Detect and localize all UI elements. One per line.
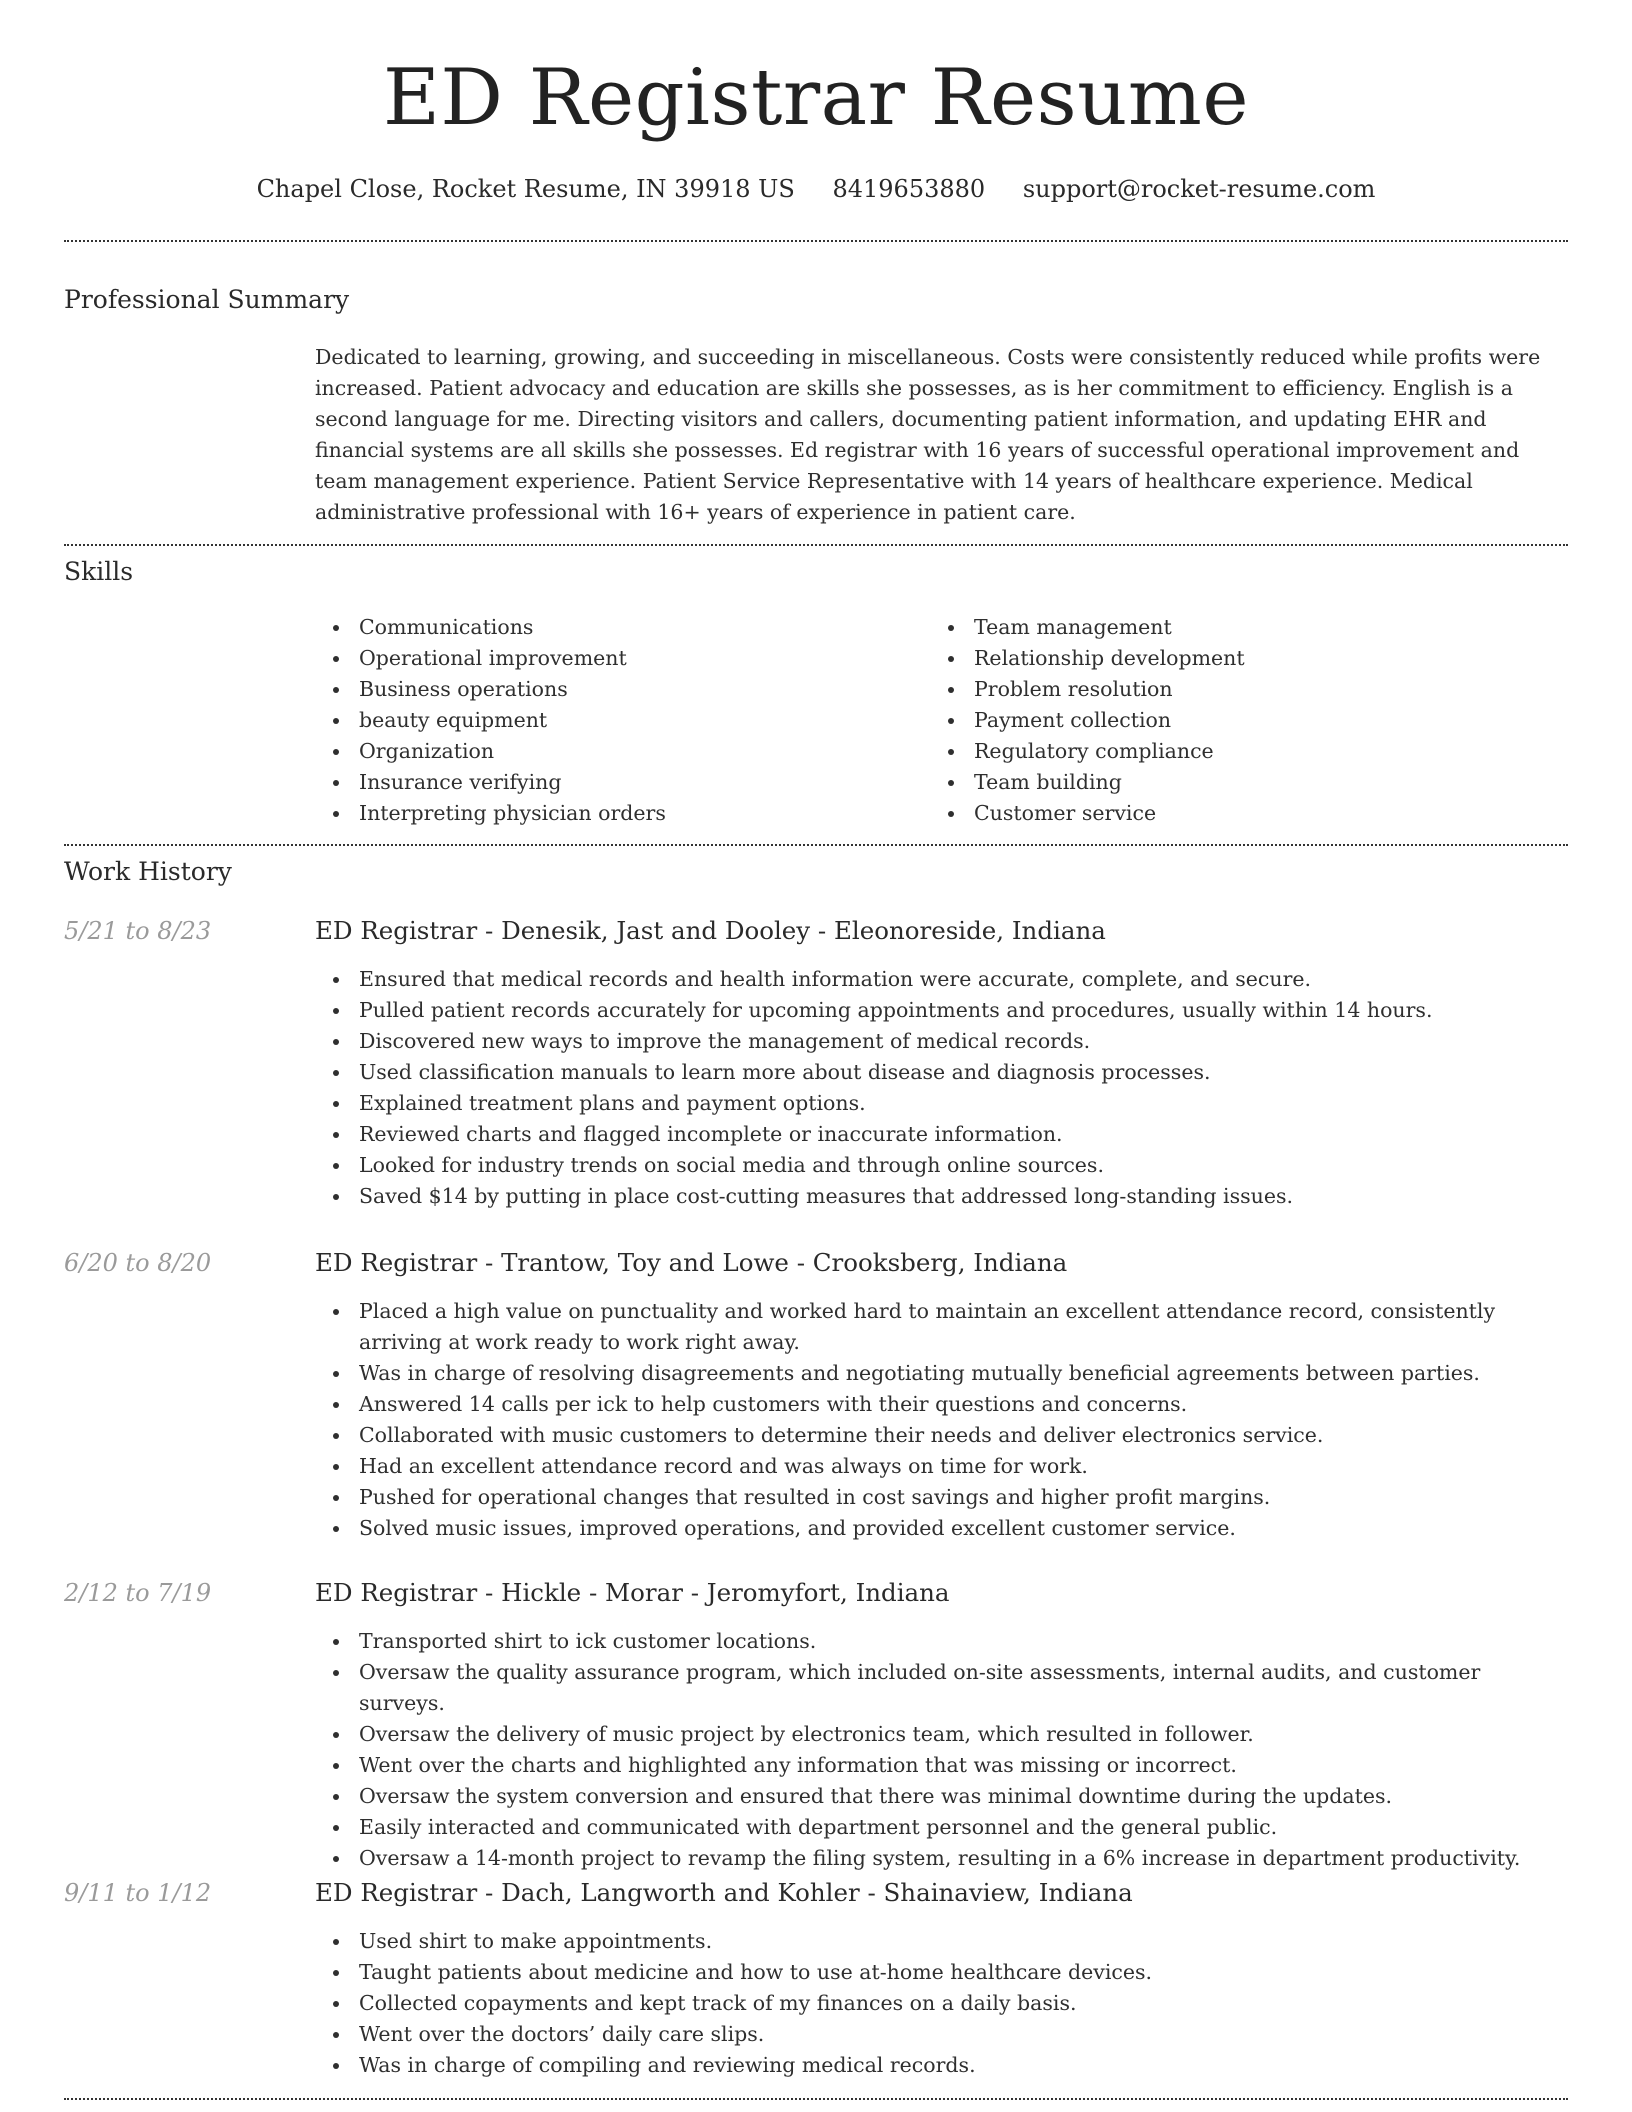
list-item: Collected copayments and kept track of my finances on a daily basis. bbox=[315, 1988, 1568, 2019]
list-item: Was in charge of resolving disagreements and negotiating mutually beneficial agreements between parties. bbox=[315, 1358, 1568, 1389]
list-item: Went over the doctors’ daily care slips. bbox=[315, 2019, 1568, 2050]
skill-item: Problem resolution bbox=[930, 674, 1245, 705]
divider bbox=[64, 844, 1568, 846]
job-title: ED Registrar - Trantow, Toy and Lowe - Crooksberg, Indiana bbox=[315, 1248, 1068, 1277]
contact-line bbox=[64, 170, 1568, 208]
list-item: Oversaw the delivery of music project by electronics team, which resulted in follower. bbox=[315, 1719, 1568, 1750]
job-title: ED Registrar - Denesik, Jast and Dooley - Eleonoreside, Indiana bbox=[315, 916, 1106, 945]
job-bullets bbox=[315, 964, 1568, 1212]
list-item: Solved music issues, improved operations, and provided excellent customer service. bbox=[315, 1513, 1568, 1544]
skill-item: Insurance verifying bbox=[315, 767, 666, 798]
contact-phone: 8419653880 bbox=[832, 175, 986, 203]
skill-item: beauty equipment bbox=[315, 705, 666, 736]
list-item: Oversaw the system conversion and ensured that there was minimal downtime during the updates. bbox=[315, 1781, 1568, 1812]
job-bullets bbox=[315, 1296, 1568, 1544]
skill-item: Communications bbox=[315, 612, 666, 643]
list-item: Transported shirt to ick customer locations. bbox=[315, 1626, 1568, 1657]
section-title-skills: Skills bbox=[64, 557, 134, 586]
job-title: ED Registrar - Dach, Langworth and Kohler - Shainaview, Indiana bbox=[315, 1878, 1133, 1907]
list-item: Saved $14 by putting in place cost-cutting measures that addressed long-standing issues. bbox=[315, 1181, 1568, 1212]
divider bbox=[64, 240, 1568, 242]
skill-item: Interpreting physician orders bbox=[315, 798, 666, 829]
job-bullets bbox=[315, 1926, 1568, 2081]
list-item: Answered 14 calls per ick to help customers with their questions and concerns. bbox=[315, 1389, 1568, 1420]
list-item: Easily interacted and communicated with department personnel and the general public. bbox=[315, 1812, 1568, 1843]
list-item: Pulled patient records accurately for upcoming appointments and procedures, usually within 14 hours. bbox=[315, 995, 1568, 1026]
list-item: Pushed for operational changes that resulted in cost savings and higher profit margins. bbox=[315, 1482, 1568, 1513]
job-dates: 6/20 to 8/20 bbox=[64, 1249, 212, 1277]
list-item: Reviewed charts and flagged incomplete or inaccurate information. bbox=[315, 1119, 1568, 1150]
skill-item: Customer service bbox=[930, 798, 1245, 829]
job-dates: 5/21 to 8/23 bbox=[64, 917, 212, 945]
contact-email: support@rocket-resume.com bbox=[1022, 175, 1376, 203]
divider bbox=[64, 2098, 1568, 2100]
section-title-work: Work History bbox=[64, 857, 232, 886]
list-item: Had an excellent attendance record and was always on time for work. bbox=[315, 1451, 1568, 1482]
contact-address: Chapel Close, Rocket Resume, IN 39918 US bbox=[256, 175, 795, 203]
list-item: Used classification manuals to learn more about disease and diagnosis processes. bbox=[315, 1057, 1568, 1088]
skill-item: Payment collection bbox=[930, 705, 1245, 736]
job-bullets bbox=[315, 1626, 1568, 1874]
skill-item: Team management bbox=[930, 612, 1245, 643]
page-title: ED Registrar Resume bbox=[382, 53, 1250, 143]
skill-item: Relationship development bbox=[930, 643, 1245, 674]
skill-item: Regulatory compliance bbox=[930, 736, 1245, 767]
job-dates: 2/12 to 7/19 bbox=[64, 1579, 212, 1607]
skill-item: Business operations bbox=[315, 674, 666, 705]
job-title: ED Registrar - Hickle - Morar - Jeromyfort, Indiana bbox=[315, 1578, 950, 1607]
summary-text: Dedicated to learning, growing, and succeeding in miscellaneous. Costs were consistently reduced while profits were increased. Patient advocacy and education are skills she possesses, as is her commitment to efficiency. English is a second language for me. Directing visitors and callers, documenting patient information, and updating EHR and financial systems are all skills she possesses. Ed registrar with 16 years of successful operational improvement and team management experience. Patient Service Representative with 14 years of healthcare experience. Medical administrative professional with 16+ years of experience in patient care. bbox=[315, 345, 1541, 524]
skill-item: Organization bbox=[315, 736, 666, 767]
divider bbox=[64, 544, 1568, 546]
skills-list-left bbox=[315, 612, 666, 829]
job-dates: 9/11 to 1/12 bbox=[64, 1879, 212, 1907]
section-title-summary: Professional Summary bbox=[64, 285, 350, 314]
list-item: Collaborated with music customers to determine their needs and deliver electronics service. bbox=[315, 1420, 1568, 1451]
list-item: Explained treatment plans and payment options. bbox=[315, 1088, 1568, 1119]
skills-list-right bbox=[930, 612, 1245, 829]
list-item: Placed a high value on punctuality and worked hard to maintain an excellent attendance record, consistently arriving at work ready to work right away. bbox=[315, 1296, 1568, 1358]
list-item: Taught patients about medicine and how to use at-home healthcare devices. bbox=[315, 1957, 1568, 1988]
skill-item: Team building bbox=[930, 767, 1245, 798]
list-item: Ensured that medical records and health information were accurate, complete, and secure. bbox=[315, 964, 1568, 995]
list-item: Looked for industry trends on social media and through online sources. bbox=[315, 1150, 1568, 1181]
list-item: Oversaw the quality assurance program, which included on-site assessments, internal audits, and customer surveys. bbox=[315, 1657, 1568, 1719]
list-item: Went over the charts and highlighted any information that was missing or incorrect. bbox=[315, 1750, 1568, 1781]
list-item: Discovered new ways to improve the management of medical records. bbox=[315, 1026, 1568, 1057]
list-item: Used shirt to make appointments. bbox=[315, 1926, 1568, 1957]
list-item: Oversaw a 14-month project to revamp the filing system, resulting in a 6% increase in department productivity. bbox=[315, 1843, 1568, 1874]
list-item: Was in charge of compiling and reviewing medical records. bbox=[315, 2050, 1568, 2081]
skill-item: Operational improvement bbox=[315, 643, 666, 674]
